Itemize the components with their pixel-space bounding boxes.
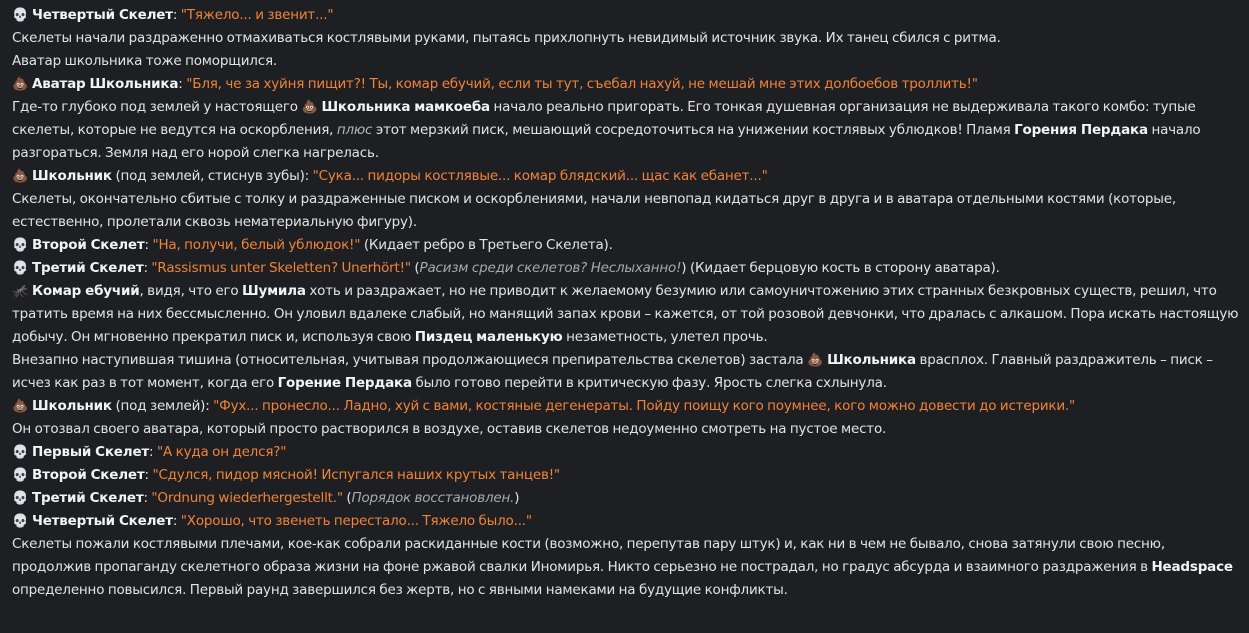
bold-term: Пиздец маленькую (414, 329, 563, 345)
speaker-name: Школьник (32, 398, 112, 414)
text-segment: Скелеты начали раздраженно отмахиваться костлявыми руками, пытаясь прихлопнуть невидимый источник звука. Их танец сбился с ритма. (12, 30, 1001, 46)
bold-term: Headspace (1151, 559, 1233, 575)
dialog-line (12, 395, 1240, 418)
speaker-name: Третий Скелет (32, 260, 144, 276)
skull-icon: 💀 (12, 445, 28, 460)
bold-term: Горение Пердака (277, 375, 412, 391)
narration-line (12, 280, 1240, 349)
translation: Расизм среди скелетов? Неслыханно! (419, 260, 682, 276)
dialog-quote: "Ordnung wiederhergestellt." (151, 490, 343, 506)
separator: : (178, 76, 187, 92)
text-segment: начало реально пригорать. Его тонкая душевная организация не выдерживала такого комбо: тупые скелеты, которые не ведутся на оскорбления, (12, 99, 1196, 138)
bold-term: Шумила (242, 283, 306, 299)
text-segment: врасплох. Главный раздражитель – писк – исчез как раз в тот момент, когда его (12, 352, 1213, 391)
action-text: ) (Кидает берцовую кость в сторону аватара). (681, 260, 1000, 276)
text-segment: хоть и раздражает, но не приводит к желаемому безумию или самоуничтожению этих странных безкровных существ, решил, что тратить время на них бессмысленно. Он уловил вдалеке слабый, но манящий запах крови – кажется, от той розовой девчонки, что дралась с алкашом. Пора искать настоящую добычу. Он мгновенно прекратил писк и, используя свою (12, 283, 1239, 345)
dialog-quote: "Сука... пидоры костлявые... комар блядский... щас как ебанет..." (312, 168, 768, 184)
poop-icon: 💩 (12, 399, 28, 414)
stage-direction: (под землей): (111, 398, 214, 414)
separator: : (144, 237, 153, 253)
narration-line (12, 188, 1240, 234)
separator: : (172, 513, 181, 529)
italic-term: плюс (336, 122, 373, 138)
separator: : (143, 260, 152, 276)
separator: : (143, 490, 152, 506)
text-segment: Аватар школьника тоже поморщился. (12, 53, 277, 69)
text-segment: было готово перейти в критическую фазу. Ярость слегка схлынула. (411, 375, 887, 391)
narration-line (12, 533, 1240, 602)
dialog-quote: "Сдулся, пидор мясной! Испугался наших крутых танцев!" (152, 467, 560, 483)
dialog-line (12, 234, 1240, 257)
poop-icon: 💩 (12, 77, 28, 92)
narration-line (12, 50, 1240, 73)
skull-icon: 💀 (12, 238, 28, 253)
speaker-name: Второй Скелет (32, 237, 145, 253)
paren-open: ( (410, 260, 420, 276)
speaker-name: Четвертый Скелет (32, 513, 173, 529)
text-segment: Скелеты, окончательно сбитые с толку и раздраженные писком и оскорблениями, начали невпопад кидаться друг в друга и в аватара отдельными костями (которые, естественно, пролетали сквозь нематериальную фигуру). (12, 191, 1176, 230)
separator: : (149, 444, 157, 460)
skull-icon: 💀 (12, 261, 28, 276)
text-segment: этот мерзкий писк, мешающий сосредоточиться на унижении костлявых ублюдков! Пламя (372, 122, 1015, 138)
text-segment: Он отозвал своего аватара, который просто растворился в воздухе, оставив скелетов недоуменно смотреть на пустое место. (12, 421, 887, 437)
chat-log (12, 4, 1240, 602)
speaker-name: Аватар Школьника (32, 76, 179, 92)
speaker-name: Первый Скелет (32, 444, 150, 460)
dialog-quote: "На, получи, белый ублюдок!" (152, 237, 361, 253)
text-segment: Скелеты пожали костлявыми плечами, кое-как собрали раскиданные кости (возможно, перепутав пару штук) и, как ни в чем не бывало, снова затянули свою песню, продолжив пропаганду скелетного образа жизни на фоне ржавой свалки Иномирья. Никто серьезно не пострадал, но градус абсурда и взаимного раздражения в (12, 536, 1165, 575)
translation: Порядок восстановлен. (351, 490, 515, 506)
text-segment: Где-то глубоко под землей у настоящего (12, 99, 302, 115)
poop-icon: 💩 (807, 353, 824, 368)
dialog-quote: "Хорошо, что звенеть перестало... Тяжело было..." (180, 513, 532, 529)
dialog-line (12, 510, 1240, 533)
poop-icon: 💩 (12, 169, 28, 184)
dialog-quote: "Бля, че за хуйня пищит?! Ты, комар ебучий, если ты тут, съебал нахуй, не мешай мне этих долбоебов троллить!" (186, 76, 978, 92)
stage-direction: (под землей, стиснув зубы): (111, 168, 313, 184)
narration-line (12, 418, 1240, 441)
bold-term: Школьника мамкоеба (321, 99, 490, 115)
dialog-line (12, 4, 1240, 27)
separator: : (144, 467, 153, 483)
dialog-quote: "А куда он делся?" (156, 444, 287, 460)
narration-line (12, 349, 1240, 395)
narration-line (12, 27, 1240, 50)
dialog-line (12, 487, 1240, 510)
paren-open: ( (342, 490, 352, 506)
speaker-name: Второй Скелет (32, 467, 145, 483)
dialog-line (12, 441, 1240, 464)
dialog-quote: "Тяжело... и звенит..." (180, 7, 334, 23)
mosquito-icon: 🦟 (12, 284, 28, 299)
dialog-line (12, 464, 1240, 487)
dialog-quote: "Фух... пронесло... Ладно, хуй с вами, костяные дегенераты. Пойду поищу кого поумнее, кого можно довести до истерики." (213, 398, 1076, 414)
bold-term: Комар ебучий (32, 283, 140, 299)
dialog-quote: "Rassismus unter Skeletten? Unerhört!" (151, 260, 411, 276)
skull-icon: 💀 (12, 514, 28, 529)
skull-icon: 💀 (12, 468, 28, 483)
poop-icon: 💩 (301, 100, 318, 115)
action-text: ) (514, 490, 520, 506)
dialog-line (12, 257, 1240, 280)
separator: : (172, 7, 181, 23)
bold-term: Школьника (827, 352, 916, 368)
dialog-line (12, 165, 1240, 188)
bold-term: Горения Пердака (1014, 122, 1148, 138)
text-segment: начало разгораться. Земля над его норой слегка нагрелась. (12, 122, 1201, 161)
text-segment: определенно повысился. Первый раунд завершился без жертв, но с явными намеками на будущие конфликты. (12, 582, 788, 598)
speaker-name: Четвертый Скелет (32, 7, 173, 23)
dialog-line (12, 73, 1240, 96)
text-segment: незаметность, улетел прочь. (562, 329, 768, 345)
narration-line (12, 96, 1240, 165)
speaker-name: Школьник (32, 168, 112, 184)
text-segment: Внезапно наступившая тишина (относительная, учитывая продолжающиеся препирательства скелетов) застала (12, 352, 808, 368)
skull-icon: 💀 (12, 491, 28, 506)
skull-icon: 💀 (12, 8, 28, 23)
speaker-name: Третий Скелет (32, 490, 144, 506)
action-text: (Кидает ребро в Третьего Скелета). (360, 237, 613, 253)
text-segment: , видя, что его (139, 283, 242, 299)
